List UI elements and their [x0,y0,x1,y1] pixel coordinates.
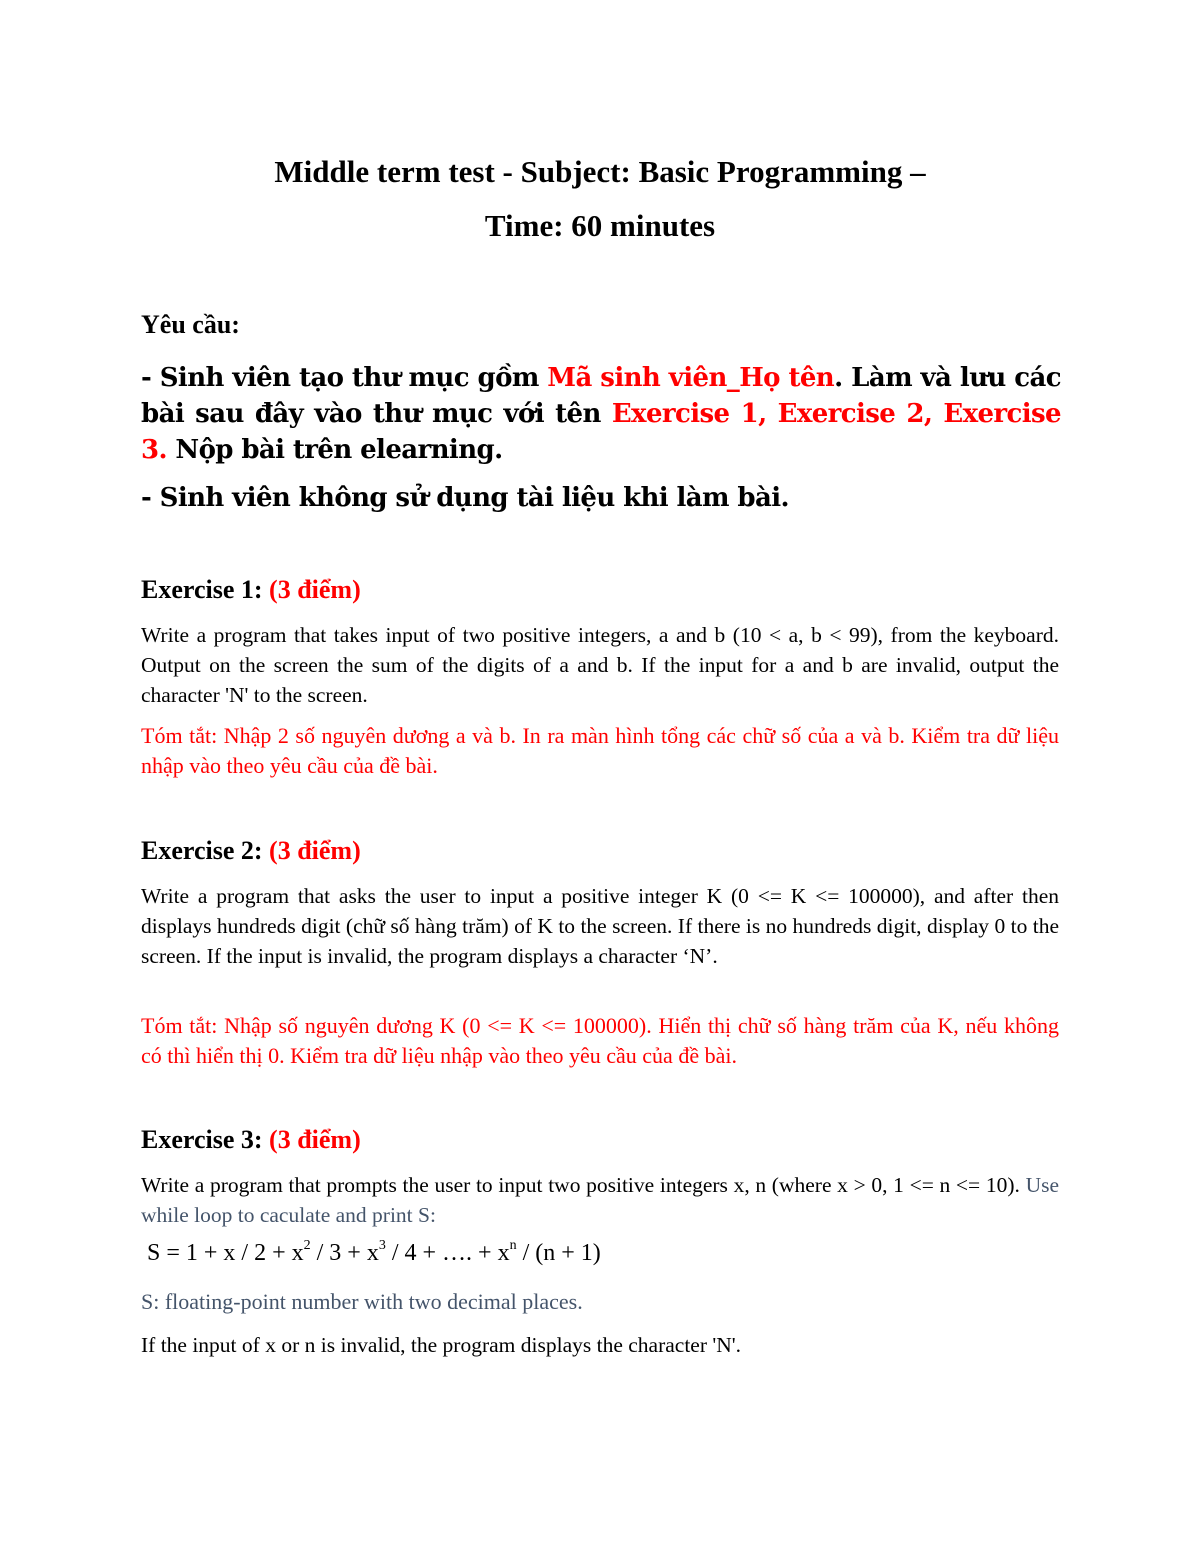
exercise-text: Write a program that prompts the user to input two positive integers x, n (where x > 0, 1 <= n <= 10). [141,1173,1026,1197]
formula-part: / 4 + …. + x [385,1240,510,1266]
requirement-item-1 [141,360,1061,468]
exercise-3-heading [141,1125,361,1155]
exercise-points: (3 điểm) [269,575,361,604]
invalid-input-note: If the input of x or n is invalid, the program displays the character 'N'. [141,1333,742,1357]
formula-exponent: 3 [378,1238,386,1253]
page-title: Middle term test - Subject: Basic Programming – [274,154,926,189]
exercise-1-body: Write a program that takes input of two positive integers, a and b (10 < a, b < 99), from the keyboard. Output on the screen the sum of the digits of a and b. If the input for a and b are invalid, output the character 'N' to the screen. [141,623,1059,707]
exercise-2-heading [141,836,361,866]
requirement-text: - Sinh viên tạo thư mục gồm [141,363,548,393]
exercise-title: Exercise 3: [141,1125,270,1154]
formula-part: / (n + 1) [516,1240,601,1266]
exercise-1-summary: Tóm tắt: Nhập 2 số nguyên dương a và b. In ra màn hình tổng các chữ số của a và b. Kiểm tra dữ liệu nhập vào theo yêu cầu của đề bài. [141,723,1059,778]
sum-formula [147,1240,601,1267]
requirements-heading: Yêu cầu: [141,310,240,339]
exercise-names-highlight: Exercise 1, Exercise 2, Exercise 3. [141,399,1062,465]
folder-name-highlight: Mã sinh viên_Họ tên [547,363,835,393]
time-limit: Time: 60 minutes [484,208,716,243]
requirement-text: . Làm và lưu các bài sau đây vào thư mục với tên [141,363,1061,429]
requirement-item-2: - Sinh viên không sử dụng tài liệu khi làm bài. [141,483,789,513]
requirement-text: Nộp bài trên elearning. [166,435,503,465]
exercise-points: (3 điểm) [269,836,361,865]
formula-exponent: 2 [303,1238,311,1253]
formula-part: / 3 + x [310,1240,379,1266]
exercise-points: (3 điểm) [269,1125,361,1154]
loop-instruction: Use while loop to caculate and print S: [141,1173,1059,1227]
exercise-2-body: Write a program that asks the user to input a positive integer K (0 <= K <= 100000), and after then displays hundreds digit (chữ số hàng trăm) of K to the screen. If there is no hundreds digit, display 0 to the screen. If the input is invalid, the program displays a character ‘N’. [141,884,1059,968]
formula-exponent: n [509,1238,517,1253]
output-format-note: S: floating-point number with two decimal places. [141,1289,583,1314]
exercise-1-heading [141,575,361,605]
exercise-title: Exercise 1: [141,575,270,604]
formula-part: S = 1 + x / 2 + x [147,1240,304,1266]
exercise-2-summary: Tóm tắt: Nhập số nguyên dương K (0 <= K <= 100000). Hiển thị chữ số hàng trăm của K, nếu không có thì hiển thị 0. Kiểm tra dữ liệu nhập vào theo yêu cầu của đề bài. [141,1013,1059,1068]
exercise-3-body [141,1170,1059,1230]
exercise-title: Exercise 2: [141,836,270,865]
